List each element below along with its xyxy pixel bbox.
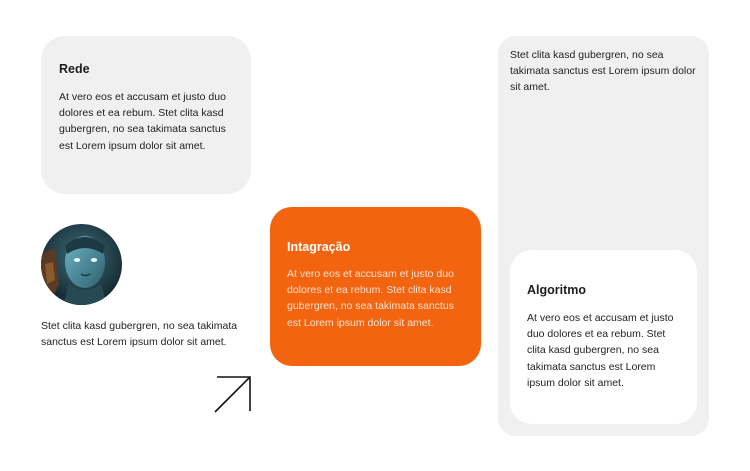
card-algoritmo-title: Algoritmo bbox=[527, 283, 587, 297]
card-rede-title: Rede bbox=[59, 62, 90, 76]
card-integracao bbox=[270, 207, 481, 366]
robot-face-image bbox=[41, 224, 122, 305]
avatar-caption: Stet clita kasd gubergren, no sea takimata sanctus est Lorem ipsum dolor sit amet. bbox=[41, 320, 238, 349]
card-rede-text: At vero eos et accusam et justo duo dolores et ea rebum. Stet clita kasd gubergren, no sea takimata sanctus est Lorem ipsum dolor sit amet. bbox=[59, 91, 226, 152]
card-integracao-text: At vero eos et accusam et justo duo dolores et ea rebum. Stet clita kasd gubergren, no sea takimata sanctus est Lorem ipsum dolor sit amet. bbox=[287, 268, 454, 329]
tall-panel-text: Stet clita kasd gubergren, no sea takimata sanctus est Lorem ipsum dolor sit amet. bbox=[510, 49, 696, 94]
arrow-up-right-icon[interactable] bbox=[213, 374, 253, 414]
card-algoritmo bbox=[510, 250, 697, 424]
avatar bbox=[41, 224, 122, 305]
card-algoritmo-text: At vero eos et accusam et justo duo dolores et ea rebum. Stet clita kasd gubergren, no sea takimata sanctus est Lorem ipsum dolor sit amet. bbox=[527, 312, 674, 389]
card-rede bbox=[41, 36, 251, 194]
card-integracao-title: Intagração bbox=[287, 240, 351, 254]
